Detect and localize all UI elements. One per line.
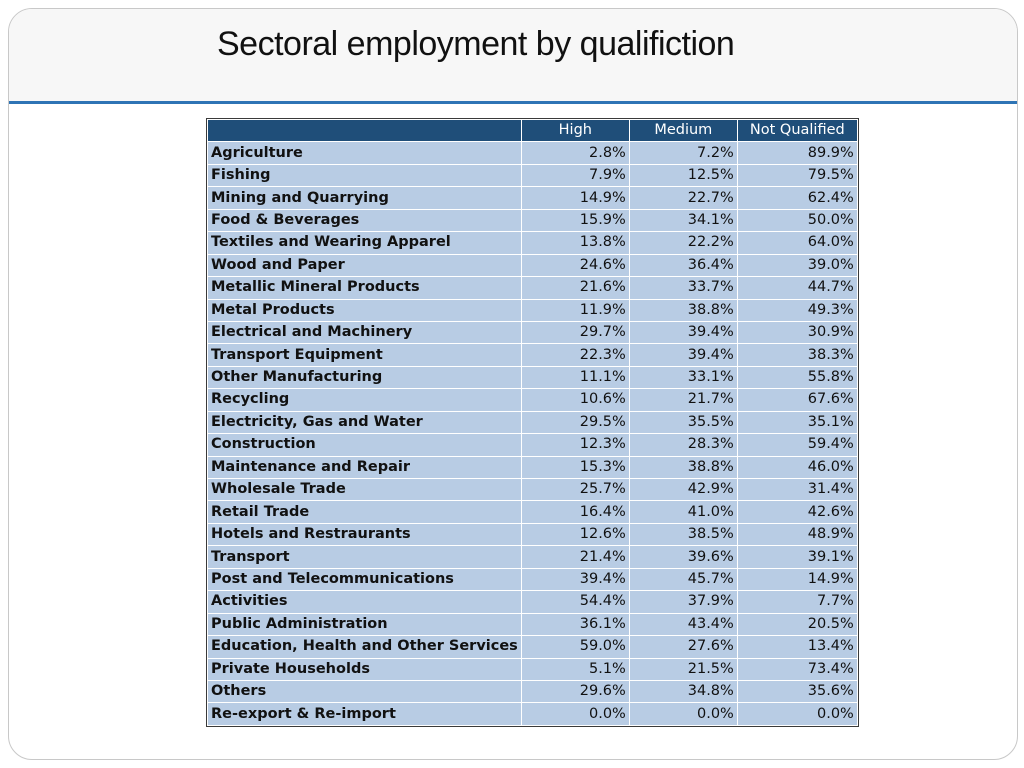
high-cell: 13.8% <box>521 232 629 254</box>
medium-cell: 27.6% <box>629 636 737 658</box>
table-row <box>208 389 858 411</box>
sector-cell: Others <box>208 680 522 702</box>
high-cell: 10.6% <box>521 389 629 411</box>
medium-cell: 12.5% <box>629 164 737 186</box>
table-row <box>208 658 858 680</box>
table-row <box>208 546 858 568</box>
sector-cell: Food & Beverages <box>208 209 522 231</box>
table-row <box>208 456 858 478</box>
sector-cell: Electrical and Machinery <box>208 321 522 343</box>
table-row <box>208 523 858 545</box>
medium-cell: 42.9% <box>629 479 737 501</box>
not-qualified-cell: 50.0% <box>737 209 857 231</box>
high-cell: 22.3% <box>521 344 629 366</box>
sector-cell: Post and Telecommunications <box>208 568 522 590</box>
sector-cell: Transport Equipment <box>208 344 522 366</box>
not-qualified-cell: 44.7% <box>737 277 857 299</box>
not-qualified-cell: 46.0% <box>737 456 857 478</box>
sector-cell: Activities <box>208 591 522 613</box>
medium-cell: 39.6% <box>629 546 737 568</box>
table-row <box>208 254 858 276</box>
medium-cell: 33.1% <box>629 366 737 388</box>
sector-cell: Mining and Quarrying <box>208 187 522 209</box>
not-qualified-cell: 35.1% <box>737 411 857 433</box>
table-row <box>208 703 858 725</box>
table-row <box>208 568 858 590</box>
not-qualified-cell: 30.9% <box>737 321 857 343</box>
high-cell: 21.6% <box>521 277 629 299</box>
not-qualified-cell: 49.3% <box>737 299 857 321</box>
sector-cell: Agriculture <box>208 142 522 164</box>
medium-cell: 39.4% <box>629 344 737 366</box>
table-row <box>208 277 858 299</box>
high-cell: 5.1% <box>521 658 629 680</box>
table-row <box>208 411 858 433</box>
sector-cell: Education, Health and Other Services <box>208 636 522 658</box>
high-cell: 0.0% <box>521 703 629 725</box>
table-row <box>208 164 858 186</box>
table-row <box>208 591 858 613</box>
not-qualified-cell: 35.6% <box>737 680 857 702</box>
header-sector <box>208 120 522 142</box>
table-row <box>208 209 858 231</box>
not-qualified-cell: 7.7% <box>737 591 857 613</box>
sector-cell: Retail Trade <box>208 501 522 523</box>
table-body <box>208 142 858 725</box>
not-qualified-cell: 13.4% <box>737 636 857 658</box>
sector-cell: Textiles and Wearing Apparel <box>208 232 522 254</box>
not-qualified-cell: 14.9% <box>737 568 857 590</box>
slide-title: Sectoral employment by qualifiction <box>217 25 735 63</box>
header-medium: Medium <box>629 120 737 142</box>
high-cell: 16.4% <box>521 501 629 523</box>
sector-cell: Fishing <box>208 164 522 186</box>
sector-cell: Hotels and Restraurants <box>208 523 522 545</box>
medium-cell: 22.2% <box>629 232 737 254</box>
table-row <box>208 636 858 658</box>
medium-cell: 36.4% <box>629 254 737 276</box>
table-row <box>208 232 858 254</box>
table-row <box>208 613 858 635</box>
qualification-table <box>207 119 858 726</box>
not-qualified-cell: 31.4% <box>737 479 857 501</box>
not-qualified-cell: 64.0% <box>737 232 857 254</box>
table-row <box>208 187 858 209</box>
not-qualified-cell: 48.9% <box>737 523 857 545</box>
not-qualified-cell: 79.5% <box>737 164 857 186</box>
medium-cell: 39.4% <box>629 321 737 343</box>
medium-cell: 37.9% <box>629 591 737 613</box>
sector-cell: Public Administration <box>208 613 522 635</box>
high-cell: 14.9% <box>521 187 629 209</box>
high-cell: 24.6% <box>521 254 629 276</box>
table-row <box>208 479 858 501</box>
high-cell: 29.6% <box>521 680 629 702</box>
medium-cell: 21.5% <box>629 658 737 680</box>
medium-cell: 41.0% <box>629 501 737 523</box>
not-qualified-cell: 20.5% <box>737 613 857 635</box>
high-cell: 11.9% <box>521 299 629 321</box>
not-qualified-cell: 39.0% <box>737 254 857 276</box>
sector-cell: Metallic Mineral Products <box>208 277 522 299</box>
high-cell: 59.0% <box>521 636 629 658</box>
table-row <box>208 344 858 366</box>
high-cell: 12.3% <box>521 434 629 456</box>
sector-cell: Construction <box>208 434 522 456</box>
slide <box>8 8 1018 760</box>
sector-cell: Transport <box>208 546 522 568</box>
not-qualified-cell: 39.1% <box>737 546 857 568</box>
high-cell: 25.7% <box>521 479 629 501</box>
high-cell: 11.1% <box>521 366 629 388</box>
high-cell: 39.4% <box>521 568 629 590</box>
sector-cell: Electricity, Gas and Water <box>208 411 522 433</box>
not-qualified-cell: 0.0% <box>737 703 857 725</box>
medium-cell: 35.5% <box>629 411 737 433</box>
high-cell: 12.6% <box>521 523 629 545</box>
medium-cell: 7.2% <box>629 142 737 164</box>
not-qualified-cell: 67.6% <box>737 389 857 411</box>
high-cell: 15.9% <box>521 209 629 231</box>
medium-cell: 34.1% <box>629 209 737 231</box>
medium-cell: 22.7% <box>629 187 737 209</box>
table-row <box>208 434 858 456</box>
table-row <box>208 680 858 702</box>
header-high: High <box>521 120 629 142</box>
not-qualified-cell: 55.8% <box>737 366 857 388</box>
sector-cell: Recycling <box>208 389 522 411</box>
not-qualified-cell: 73.4% <box>737 658 857 680</box>
table-row <box>208 366 858 388</box>
high-cell: 29.5% <box>521 411 629 433</box>
medium-cell: 33.7% <box>629 277 737 299</box>
table-row <box>208 299 858 321</box>
medium-cell: 38.8% <box>629 299 737 321</box>
high-cell: 2.8% <box>521 142 629 164</box>
not-qualified-cell: 38.3% <box>737 344 857 366</box>
medium-cell: 28.3% <box>629 434 737 456</box>
sector-cell: Private Households <box>208 658 522 680</box>
high-cell: 36.1% <box>521 613 629 635</box>
sector-cell: Wood and Paper <box>208 254 522 276</box>
not-qualified-cell: 59.4% <box>737 434 857 456</box>
not-qualified-cell: 89.9% <box>737 142 857 164</box>
sector-cell: Re-export & Re-import <box>208 703 522 725</box>
medium-cell: 34.8% <box>629 680 737 702</box>
medium-cell: 38.5% <box>629 523 737 545</box>
table-row <box>208 142 858 164</box>
high-cell: 7.9% <box>521 164 629 186</box>
high-cell: 54.4% <box>521 591 629 613</box>
sector-cell: Maintenance and Repair <box>208 456 522 478</box>
medium-cell: 0.0% <box>629 703 737 725</box>
high-cell: 21.4% <box>521 546 629 568</box>
medium-cell: 43.4% <box>629 613 737 635</box>
medium-cell: 38.8% <box>629 456 737 478</box>
high-cell: 15.3% <box>521 456 629 478</box>
title-bar <box>9 9 1017 104</box>
high-cell: 29.7% <box>521 321 629 343</box>
medium-cell: 45.7% <box>629 568 737 590</box>
sector-cell: Other Manufacturing <box>208 366 522 388</box>
table-row <box>208 501 858 523</box>
header-not-qualified: Not Qualified <box>737 120 857 142</box>
medium-cell: 21.7% <box>629 389 737 411</box>
sector-cell: Metal Products <box>208 299 522 321</box>
sector-cell: Wholesale Trade <box>208 479 522 501</box>
table-header-row <box>208 120 858 142</box>
not-qualified-cell: 42.6% <box>737 501 857 523</box>
table-row <box>208 321 858 343</box>
not-qualified-cell: 62.4% <box>737 187 857 209</box>
